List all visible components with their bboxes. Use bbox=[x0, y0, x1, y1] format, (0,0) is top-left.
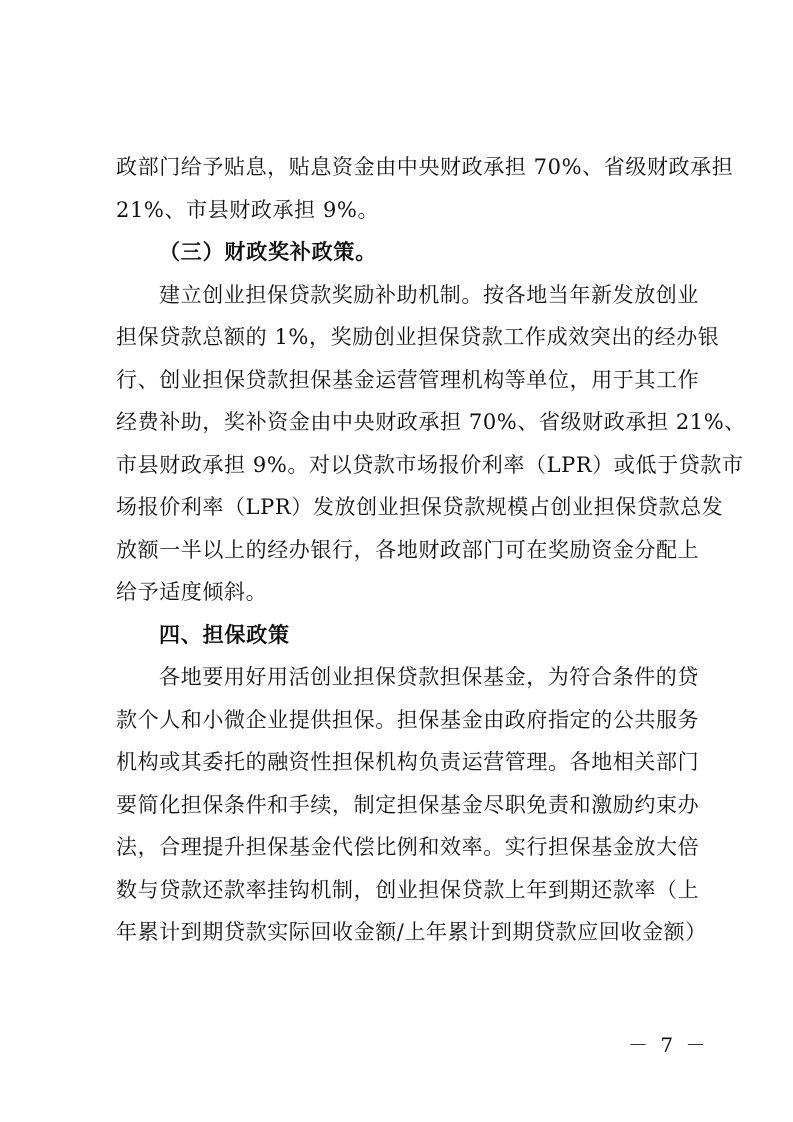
body-text-line: 年累计到期贷款实际回收金额/上年累计到期贷款应回收金额） bbox=[116, 920, 707, 944]
body-text-line: 款个人和小微企业提供担保。担保基金由政府指定的公共服务 bbox=[116, 708, 700, 732]
body-text-line: 给予适度倾斜。 bbox=[116, 580, 268, 604]
body-text-line: 要简化担保条件和手续，制定担保基金尽职免责和激励约束办 bbox=[116, 793, 700, 817]
body-text-line: 21%、市县财政承担 9%。 bbox=[116, 198, 380, 222]
body-text-line: 经费补助，奖补资金由中央财政承担 70%、省级财政承担 21%、 bbox=[116, 410, 746, 434]
body-text-line: 机构或其委托的融资性担保机构负责运营管理。各地相关部门 bbox=[116, 750, 700, 774]
page-number: － 7 － bbox=[628, 1033, 709, 1057]
body-text-line: 政部门给予贴息，贴息资金由中央财政承担 70%、省级财政承担 bbox=[116, 155, 734, 179]
body-text-line: 行、创业担保贷款担保基金运营管理机构等单位，用于其工作 bbox=[116, 368, 700, 392]
body-text-line: 建立创业担保贷款奖励补助机制。按各地当年新发放创业 bbox=[159, 283, 699, 307]
section-heading-financial-incentives: （三）财政奖补政策。 bbox=[159, 239, 377, 264]
body-text-line: 各地要用好用活创业担保贷款担保基金，为符合条件的贷 bbox=[159, 665, 699, 689]
body-text-line: 法，合理提升担保基金代偿比例和效率。实行担保基金放大倍 bbox=[116, 835, 700, 859]
body-text-line: 数与贷款还款率挂钩机制，创业担保贷款上年到期还款率（上 bbox=[116, 878, 700, 902]
body-text-line: 场报价利率（LPR）发放创业担保贷款规模占创业担保贷款总发 bbox=[116, 495, 724, 519]
body-text-line: 放额一半以上的经办银行，各地财政部门可在奖励资金分配上 bbox=[116, 538, 700, 562]
body-text-line: 担保贷款总额的 1%，奖励创业担保贷款工作成效突出的经办银 bbox=[116, 325, 720, 349]
body-text-line: 市县财政承担 9%。对以贷款市场报价利率（LPR）或低于贷款市 bbox=[116, 453, 744, 477]
section-heading-guarantee-policy: 四、担保政策 bbox=[159, 622, 290, 647]
